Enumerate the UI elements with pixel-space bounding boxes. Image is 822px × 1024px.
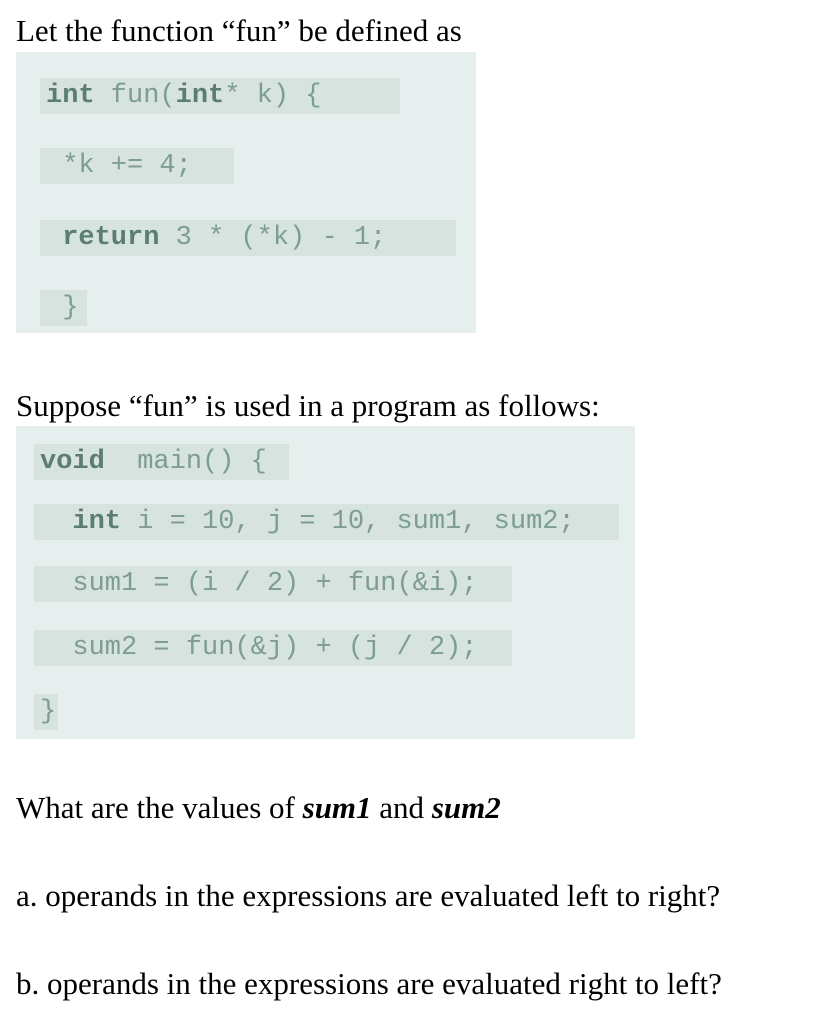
code-keyword: void <box>40 447 105 477</box>
code-line <box>34 694 58 730</box>
code-line <box>34 444 289 480</box>
code-token: *k += 4; <box>46 151 192 181</box>
code-token: * k) { <box>224 81 322 111</box>
part-a: a. operands in the expressions are evaluated left to right? <box>16 878 721 913</box>
main-code-block <box>16 426 635 739</box>
code-token: main() { <box>104 447 267 477</box>
question-prefix: What are the values of <box>16 790 303 825</box>
part-b: b. operands in the expressions are evaluated right to left? <box>16 966 722 1001</box>
code-keyword: return <box>62 223 160 253</box>
code-token: sum2 = fun(&j) + (j / 2); <box>40 633 478 663</box>
code-token: sum1 = (i / 2) + fun(&i); <box>40 569 478 599</box>
code-line <box>34 566 512 602</box>
code-token: } <box>40 697 57 727</box>
function-code-block <box>16 52 476 333</box>
code-token: fun( <box>94 81 176 111</box>
var-sum2: sum2 <box>431 790 501 825</box>
code-token <box>46 223 62 253</box>
code-token <box>40 507 72 537</box>
code-token: 3 * (*k) - 1; <box>159 223 387 253</box>
code-line <box>34 630 512 666</box>
question-middle: and <box>371 790 432 825</box>
code-line <box>34 504 619 540</box>
code-keyword: int <box>46 81 95 111</box>
code-token: i = 10, j = 10, sum1, sum2; <box>121 507 575 537</box>
code-line <box>40 290 87 326</box>
code-line <box>40 148 234 184</box>
var-sum1: sum1 <box>302 790 372 825</box>
code-token: } <box>46 293 79 323</box>
code-keyword: int <box>175 81 225 111</box>
usage-text: Suppose “fun” is used in a program as follows: <box>16 388 600 423</box>
code-keyword: int <box>72 507 122 537</box>
intro-text: Let the function “fun” be defined as <box>16 13 462 48</box>
question-text <box>16 790 501 826</box>
code-line <box>40 78 400 114</box>
code-line <box>40 220 456 256</box>
